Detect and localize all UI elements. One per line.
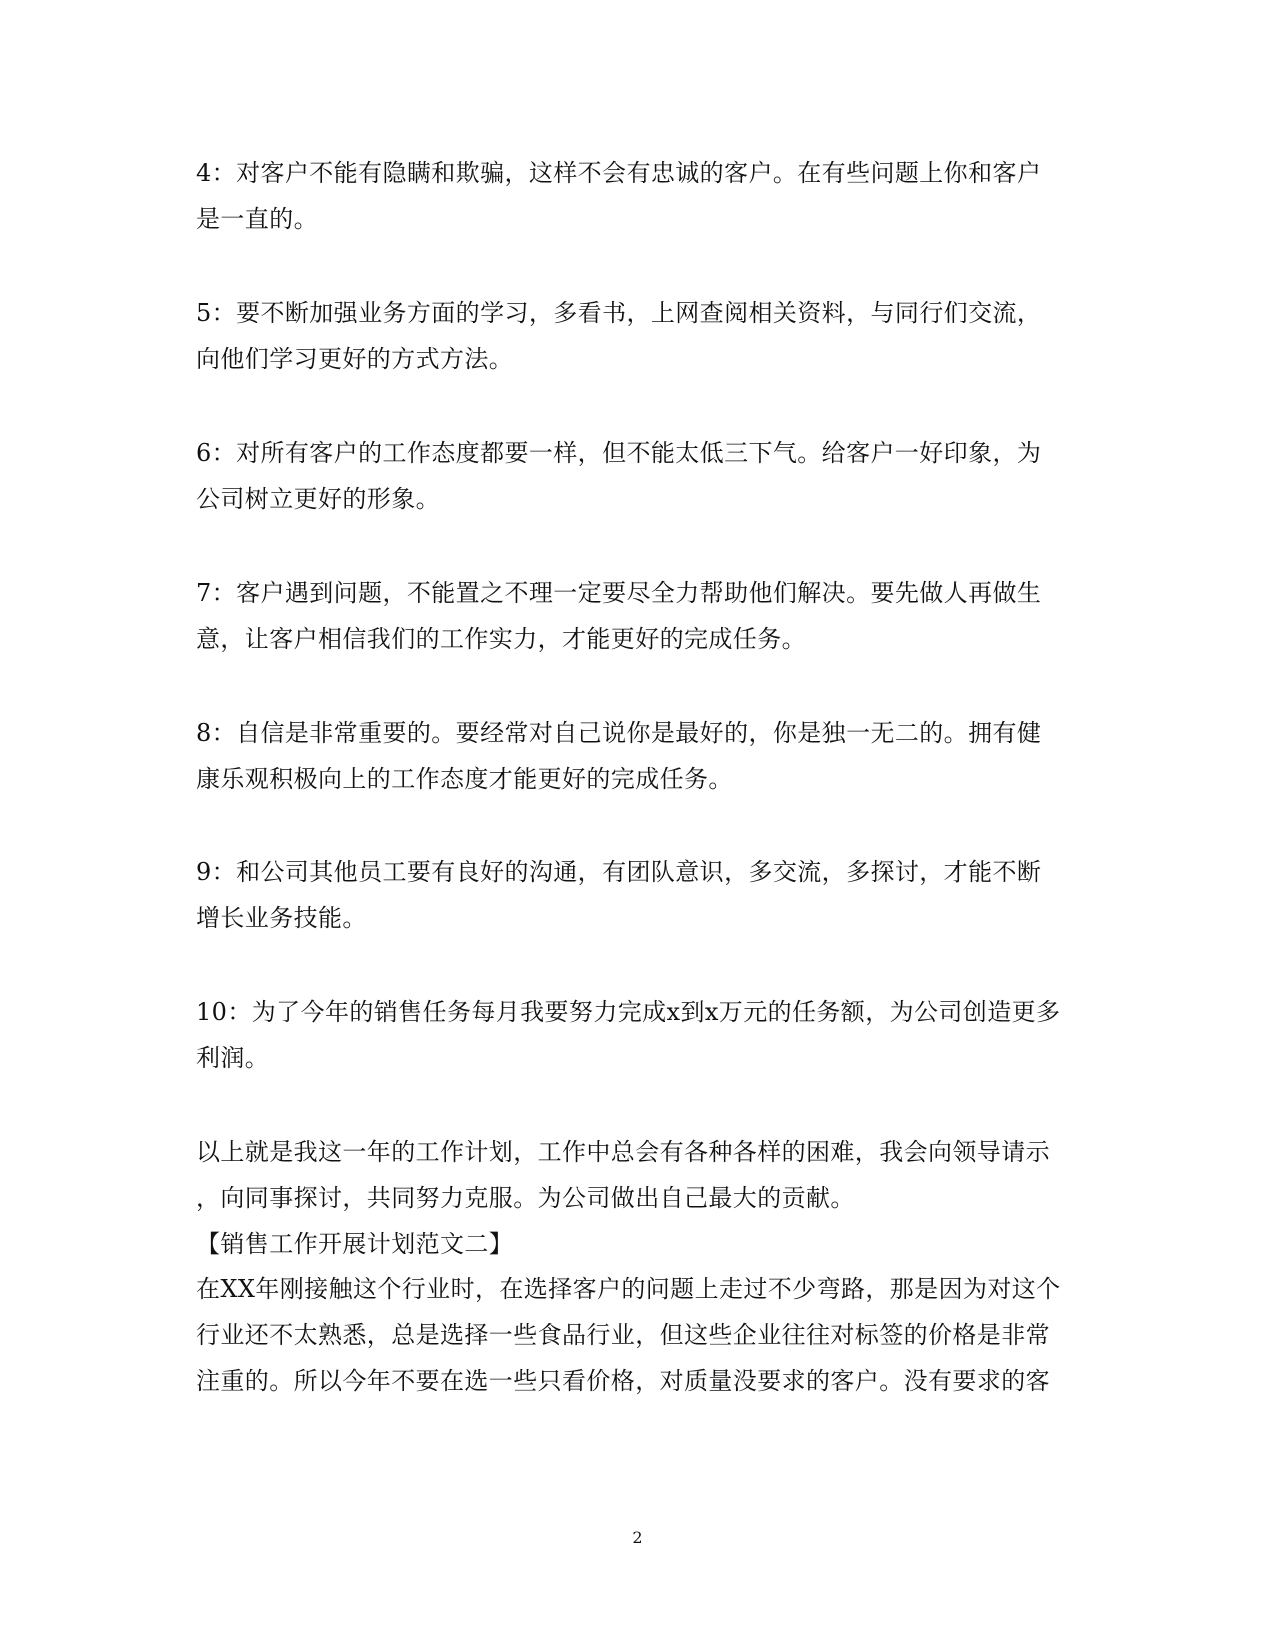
paragraph-4-line-2: 是一直的。 — [196, 205, 318, 233]
summary-line-1: 以上就是我这一年的工作计划，工作中总会有各种各样的困难，我会向领导请示 — [196, 1138, 1050, 1166]
paragraph-8-line-2: 康乐观积极向上的工作态度才能更好的完成任务。 — [196, 765, 733, 793]
summary-line-2: ，向同事探讨，共同努力克服。为公司做出自己最大的贡献。 — [196, 1184, 855, 1212]
paragraph-7-line-1: 7：客户遇到问题，不能置之不理一定要尽全力帮助他们解决。要先做人再做生 — [196, 579, 1042, 607]
paragraph-7-line-2: 意，让客户相信我们的工作实力，才能更好的完成任务。 — [196, 625, 806, 653]
paragraph-8-line-1: 8：自信是非常重要的。要经常对自己说你是最好的，你是独一无二的。拥有健 — [196, 719, 1042, 747]
paragraph-6-line-1: 6：对所有客户的工作态度都要一样，但不能太低三下气。给客户一好印象，为 — [196, 439, 1042, 467]
closing-line-3: 注重的。所以今年不要在选一些只看价格，对质量没要求的客户。没有要求的客 — [196, 1367, 1050, 1395]
section-heading: 【销售工作开展计划范文二】 — [196, 1230, 514, 1258]
page-number: 2 — [632, 1528, 643, 1547]
paragraph-10-line-2: 利润。 — [196, 1044, 270, 1072]
paragraph-6-line-2: 公司树立更好的形象。 — [196, 485, 440, 513]
paragraph-9-line-1: 9：和公司其他员工要有良好的沟通，有团队意识，多交流，多探讨，才能不断 — [196, 858, 1042, 886]
paragraph-5-line-2: 向他们学习更好的方式方法。 — [196, 345, 514, 373]
paragraph-10-line-1: 10：为了今年的销售任务每月我要努力完成x到x万元的任务额，为公司创造更多 — [196, 998, 1061, 1026]
closing-line-1: 在XX年刚接触这个行业时，在选择客户的问题上走过不少弯路，那是因为对这个 — [196, 1275, 1061, 1303]
paragraph-5-line-1: 5：要不断加强业务方面的学习，多看书，上网查阅相关资料，与同行们交流， — [196, 299, 1042, 327]
paragraph-9-line-2: 增长业务技能。 — [196, 904, 367, 932]
paragraph-4-line-1: 4：对客户不能有隐瞒和欺骗，这样不会有忠诚的客户。在有些问题上你和客户 — [196, 159, 1042, 187]
closing-line-2: 行业还不太熟悉，总是选择一些食品行业，但这些企业往往对标签的价格是非常 — [196, 1321, 1050, 1349]
